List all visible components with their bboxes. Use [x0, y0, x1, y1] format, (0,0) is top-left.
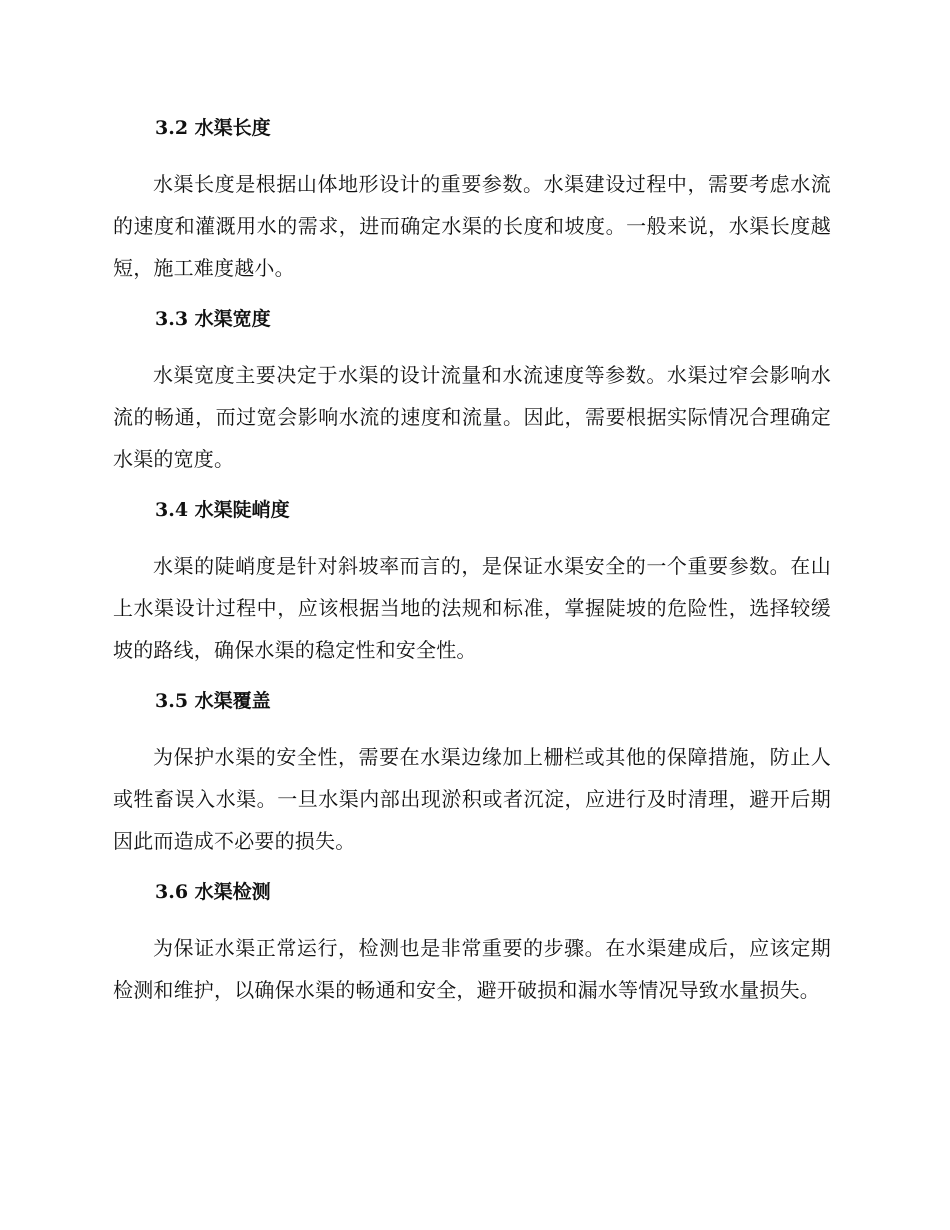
- document-body: [113, 110, 831, 1011]
- section-heading: 3.3 水渠宽度: [155, 308, 271, 330]
- section-heading: 3.5 水渠覆盖: [155, 690, 271, 712]
- section-heading: 3.6 水渠检测: [155, 881, 271, 903]
- section-heading: 3.2 水渠长度: [155, 117, 271, 139]
- section-3-5-canal-covering: [113, 683, 831, 862]
- section-3-4-canal-steepness: [113, 492, 831, 671]
- section-3-6-canal-inspection: [113, 874, 831, 1011]
- section-paragraph: 为保证水渠正常运行，检测也是非常重要的步骤。在水渠建成后，应该定期检测和维护，以确保水渠的畅通和安全，避开破损和漏水等情况导致水量损失。: [113, 936, 831, 1002]
- section-3-3-canal-width: [113, 301, 831, 480]
- section-paragraph: 水渠的陡峭度是针对斜坡率而言的，是保证水渠安全的一个重要参数。在山上水渠设计过程中，应该根据当地的法规和标准，掌握陡坡的危险性，选择较缓坡的路线，确保水渠的稳定性和安全性。: [113, 554, 831, 662]
- section-paragraph: 水渠宽度主要决定于水渠的设计流量和水流速度等参数。水渠过窄会影响水流的畅通，而过宽会影响水流的速度和流量。因此，需要根据实际情况合理确定水渠的宽度。: [113, 363, 831, 471]
- section-heading: 3.4 水渠陡峭度: [155, 499, 290, 521]
- section-paragraph: 为保护水渠的安全性，需要在水渠边缘加上栅栏或其他的保障措施，防止人或牲畜误入水渠。一旦水渠内部出现淤积或者沉淀，应进行及时清理，避开后期因此而造成不必要的损失。: [113, 745, 831, 853]
- section-paragraph: 水渠长度是根据山体地形设计的重要参数。水渠建设过程中，需要考虑水流的速度和灌溉用水的需求，进而确定水渠的长度和坡度。一般来说，水渠长度越短，施工难度越小。: [113, 172, 831, 280]
- section-3-2-canal-length: [113, 110, 831, 289]
